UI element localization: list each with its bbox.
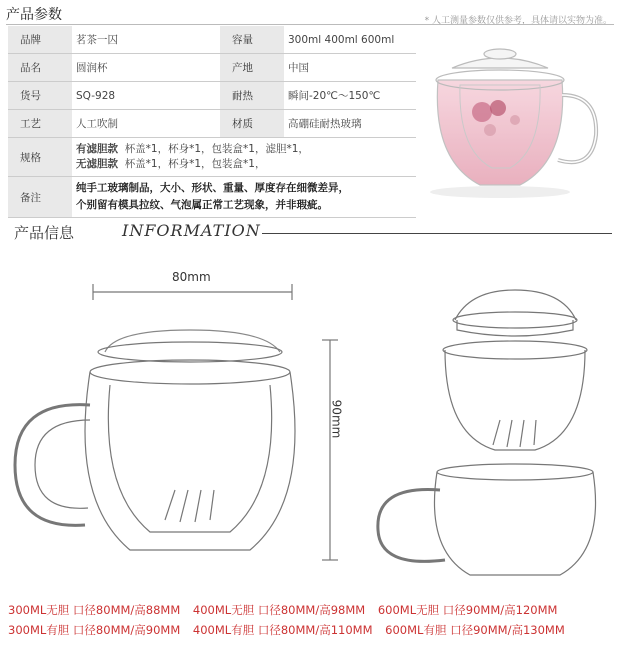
spec-value: 人工吹制: [72, 110, 220, 138]
spec-label: 货号: [8, 82, 72, 110]
size-item: 600ML无胆 口径90MM/高120MM: [377, 603, 558, 617]
header-note: * 人工测量参数仅供参考，具体请以实物为准。: [424, 16, 612, 26]
spec-label: 规格: [8, 138, 72, 177]
section-title-cn: 产品信息: [14, 224, 75, 242]
size-row-with-infuser: [8, 620, 574, 640]
height-dimension-label: 90mm: [329, 399, 344, 439]
spec-rule-line2: 杯盖*1，杯身*1，包装盒*1，: [124, 158, 266, 170]
spec-row: [8, 82, 416, 110]
spec-label: 材质: [220, 110, 284, 138]
spec-label: 容量: [220, 26, 284, 54]
spec-row: [8, 138, 416, 177]
size-item: 400ML有胆 口径80MM/高110MM: [192, 623, 373, 637]
spec-row: [8, 26, 416, 54]
spec-row: [8, 177, 416, 218]
size-item: 300ML有胆 口径80MM/高90MM: [8, 623, 181, 637]
product-drawing: [0, 250, 620, 590]
header-title: 产品参数: [6, 7, 62, 23]
spec-rule-line1-title: 有滤胆款: [76, 143, 118, 155]
width-dimension-label: 80mm: [172, 270, 211, 284]
header-divider: [6, 24, 614, 25]
spec-rule-line1: 杯盖*1，杯身*1，包装盒*1，滤胆*1，: [124, 143, 309, 155]
spec-note-line2: 个别留有模具拉纹、气泡属正常工艺现象，并非瑕疵。: [76, 199, 328, 211]
spec-label: 耐热: [220, 82, 284, 110]
spec-value: 中国: [284, 54, 416, 82]
spec-label: 工艺: [8, 110, 72, 138]
spec-label: 品名: [8, 54, 72, 82]
spec-value: 300ml 400ml 600ml: [284, 26, 416, 54]
spec-value: 茗茶一囚: [72, 26, 220, 54]
spec-row: [8, 54, 416, 82]
spec-row: [8, 110, 416, 138]
product-photo: [420, 40, 610, 200]
size-item: 300ML无胆 口径80MM/高88MM: [8, 603, 181, 617]
size-item: 400ML无胆 口径80MM/高98MM: [192, 603, 366, 617]
spec-rule-value: [72, 138, 416, 177]
spec-value: 瞬间-20℃～150℃: [284, 82, 416, 110]
size-item: 600ML有胆 口径90MM/高130MM: [385, 623, 565, 637]
section-divider: [262, 233, 612, 234]
size-list: [8, 600, 574, 640]
spec-note-value: [72, 177, 416, 218]
spec-rule-line2-title: 无滤胆款: [76, 158, 118, 170]
spec-label: 品牌: [8, 26, 72, 54]
spec-value: 高硼硅耐热玻璃: [284, 110, 416, 138]
spec-note-line1: 纯手工玻璃制品，大小、形状、重量、厚度存在细微差异，: [76, 182, 349, 194]
spec-label: 备注: [8, 177, 72, 218]
spec-value: SQ-928: [72, 82, 220, 110]
section-title-en: INFORMATION: [122, 221, 261, 240]
spec-label: 产地: [220, 54, 284, 82]
size-row-no-infuser: [8, 600, 574, 620]
spec-value: 圆润杯: [72, 54, 220, 82]
spec-table: [8, 26, 416, 218]
